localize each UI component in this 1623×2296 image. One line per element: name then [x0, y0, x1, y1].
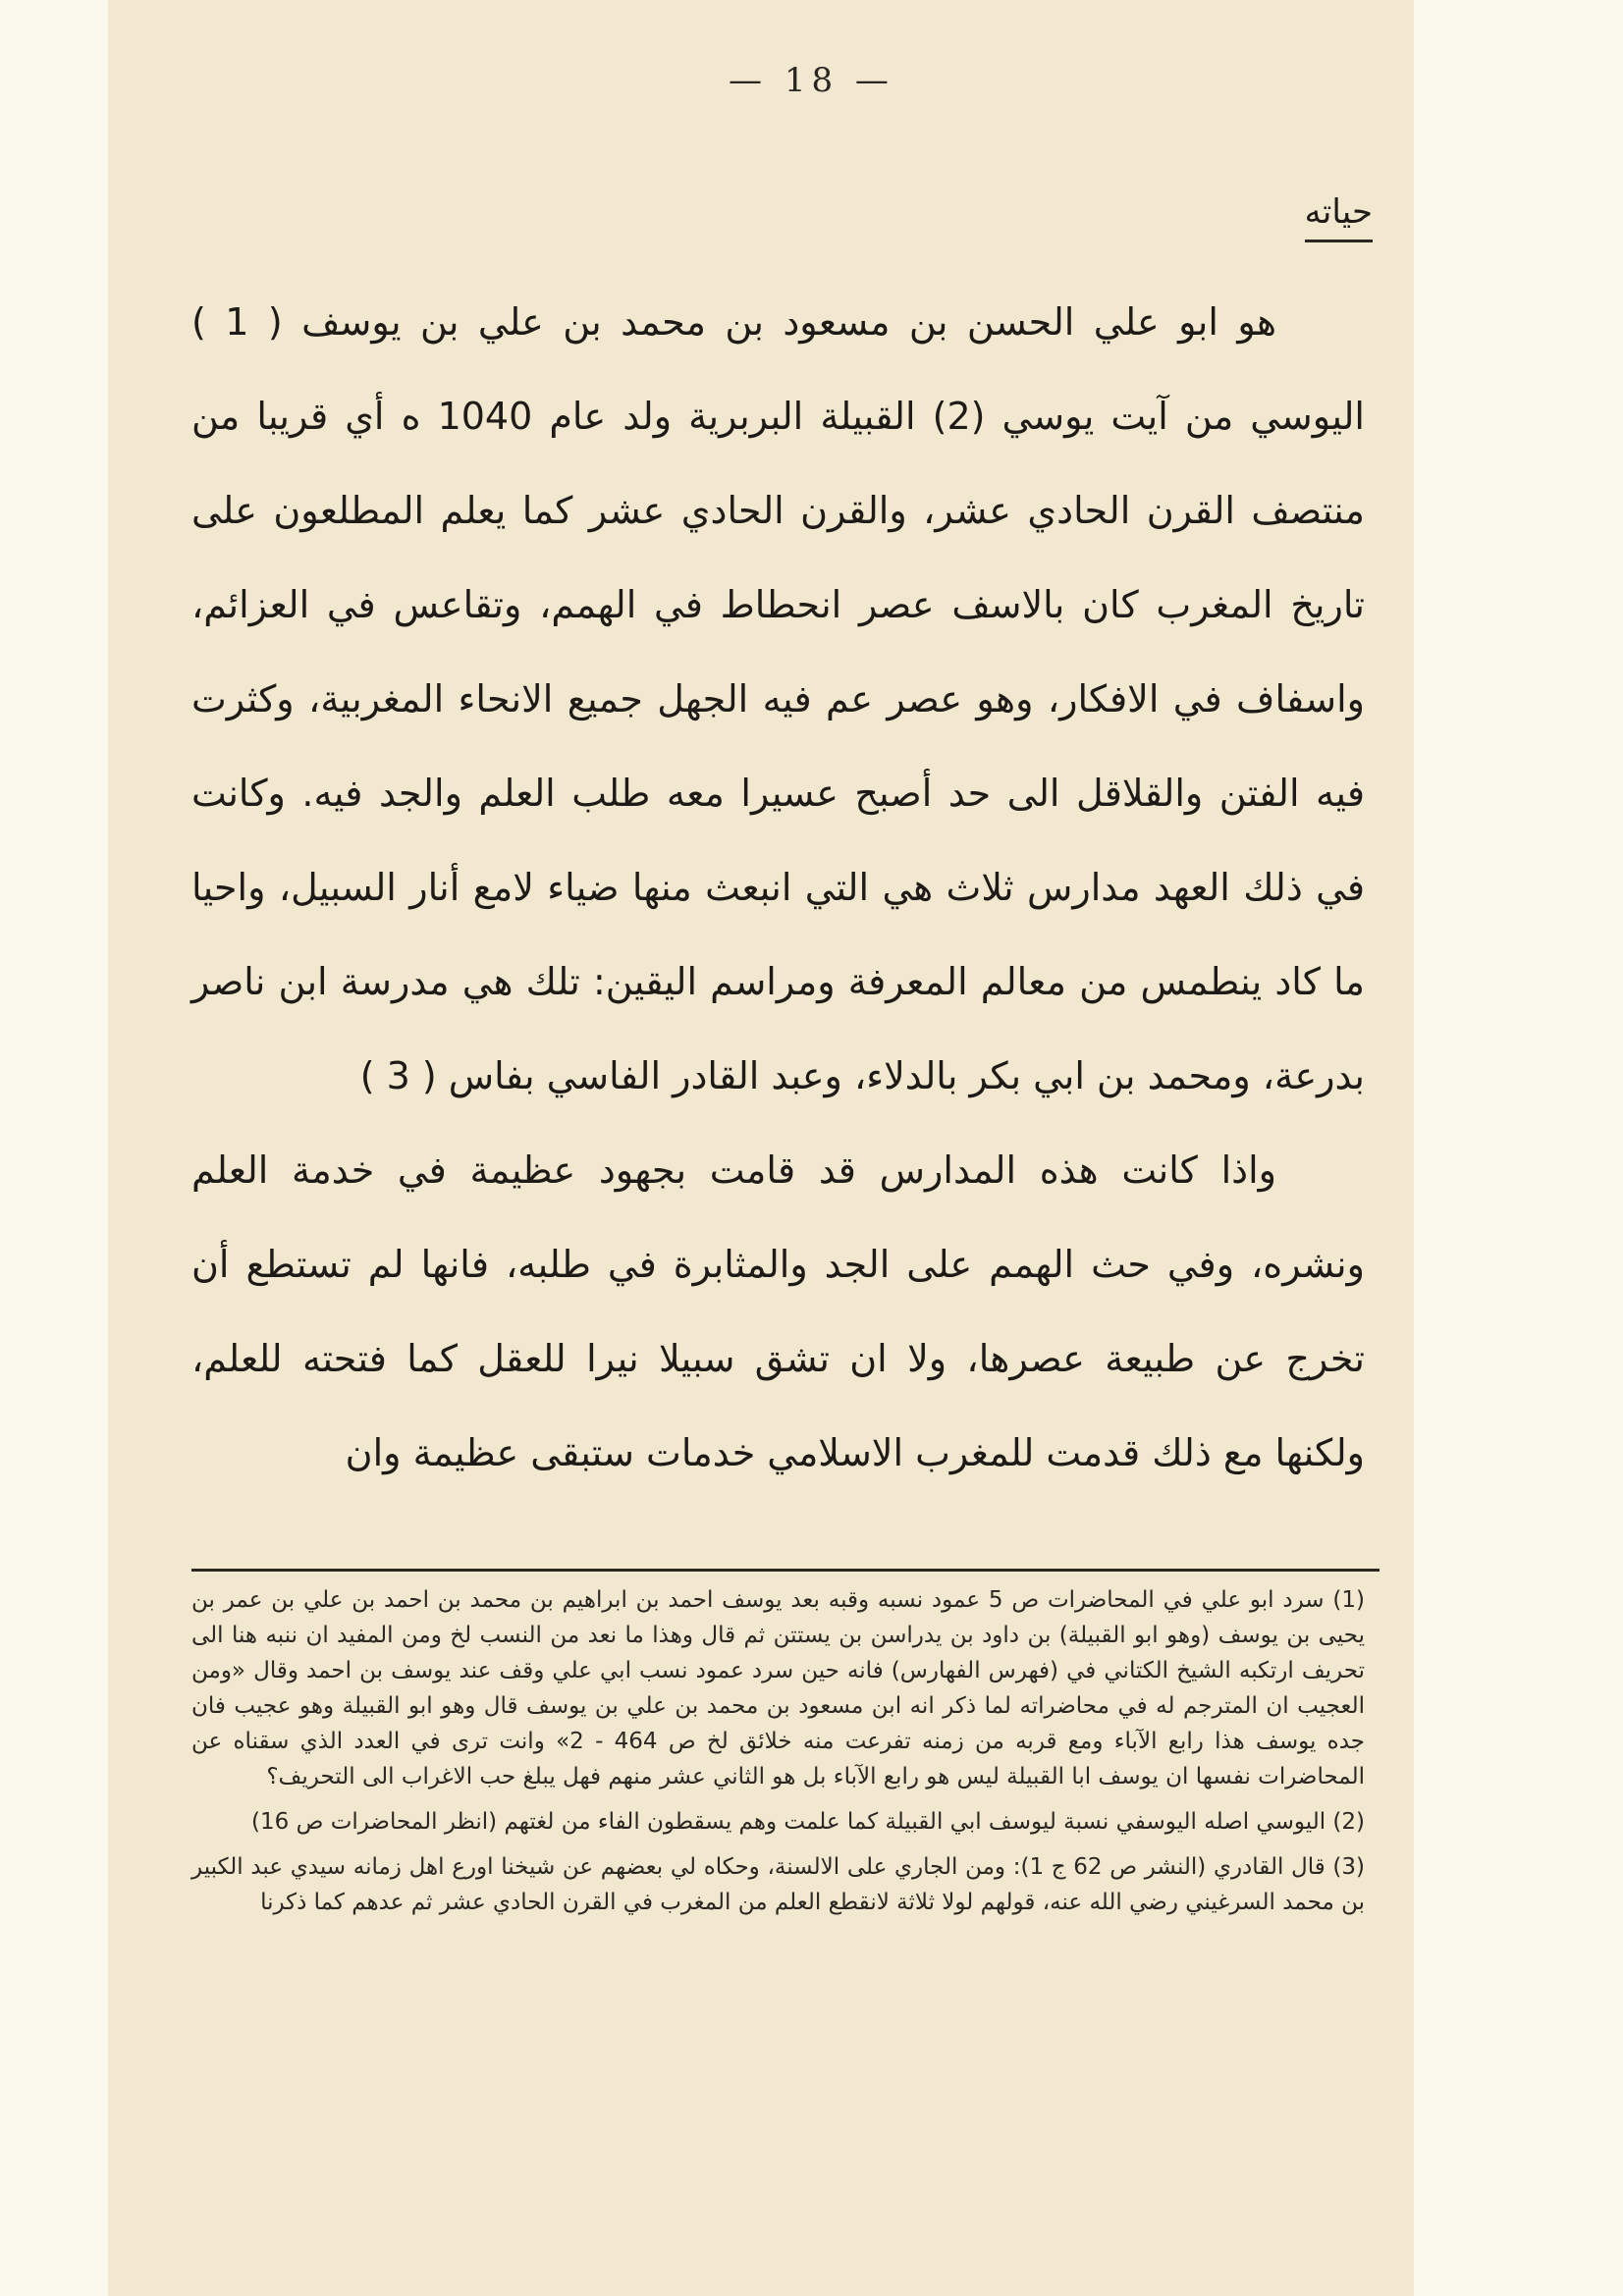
- section-title: حياته: [1305, 192, 1373, 242]
- footnote-2: (2) اليوسي اصله اليوسفي نسبة ليوسف ابي القبيلة كما علمت وهم يسقطون الفاء من لغتهم (انظر المحاضرات ص 16): [251, 1809, 1365, 1835]
- body-paragraph-1: هو ابو علي الحسن بن مسعود بن محمد بن علي بن يوسف ( 1 ) اليوسي من آيت يوسي (2) القبيلة البربرية ولد عام 1040 ه أي قريبا من منتصف القرن الحادي عشر، والقرن الحادي عشر كما يعلم المطلعون على تاريخ المغرب كان بالاسف عصر انحطاط في الهمم، وتقاعس في العزائم، واسفاف في الافكار، وهو عصر عم فيه الجهل جميع الانحاء المغربية، وكثرت فيه الفتن والقلاقل الى حد أصبح عسيرا معه طلب العلم والجد فيه. وكانت في ذلك العهد مدارس ثلاث هي التي انبعث منها ضياء لامع أنار السبيل، واحيا ما كاد ينطمس من معالم المعرفة ومراسم اليقين: تلك هي مدرسة ابن ناصر بدرعة، ومحمد بن ابي بكر بالدلاء، وعبد القادر الفاسي بفاس ( 3 ): [191, 300, 1365, 1097]
- page-number: — 18 —: [729, 61, 894, 100]
- footnote-1: (1) سرد ابو علي في المحاضرات ص 5 عمود نسبه وقبه بعد يوسف احمد بن ابراهيم بن محمد بن احمد بن علي بن عمر بن يحيى بن يوسف (وهو ابو القبيلة) بن داود بن يدراسن بن يستتن ثم قال وهذا ما نعد من النسب لخ ومن المفيد ان ننبه هنا الى تحريف ارتكبه الشيخ الكتاني في (فهرس الفهارس) فانه حين سرد عمود نسب ابي علي وقف عند يوسف بن احمد وقال «ومن العجيب ان المترجم له في محاضراته لما ذكر انه ابن مسعود بن محمد بن علي بن يوسف قال وهو ابو القبيلة وهو عجيب فان جده يوسف هذا رابع الآباء ومع قربه من زمنه تفرعت منه خلائق لخ ص 464 - 2» وانت ترى في العدد الذي سقناه عن المحاضرات نفسها ان يوسف ابا القبيلة ليس هو رابع الآباء بل هو الثاني عشر منهم فهل يبلغ حب الاغراب الى التحريف؟: [191, 1587, 1365, 1789]
- main-body-text: [191, 275, 1365, 1500]
- body-paragraph-2: واذا كانت هذه المدارس قد قامت بجهود عظيمة في خدمة العلم ونشره، وفي حث الهمم على الجد والمثابرة في طلبه، فانها لم تستطع أن تخرج عن طبيعة عصرها، ولا ان تشق سبيلا نيرا للعقل كما فتحته للعلم، ولكنها مع ذلك قدمت للمغرب الاسلامي خدمات ستبقى عظيمة وان: [191, 1148, 1365, 1474]
- footnote-3: (3) قال القادري (النشر ص 62 ج 1): ومن الجاري على الالسنة، وحكاه لي بعضهم عن شيخنا اورع اهل زمانه سيدي عبد الكبير بن محمد السرغيني رضي الله عنه، قولهم لولا ثلاثة لانقطع العلم من المغرب في القرن الحادي عشر ثم عدهم كما ذكرنا: [191, 1854, 1366, 1915]
- footnotes-block: [191, 1582, 1365, 1930]
- footnote-separator-line: [191, 1569, 1380, 1572]
